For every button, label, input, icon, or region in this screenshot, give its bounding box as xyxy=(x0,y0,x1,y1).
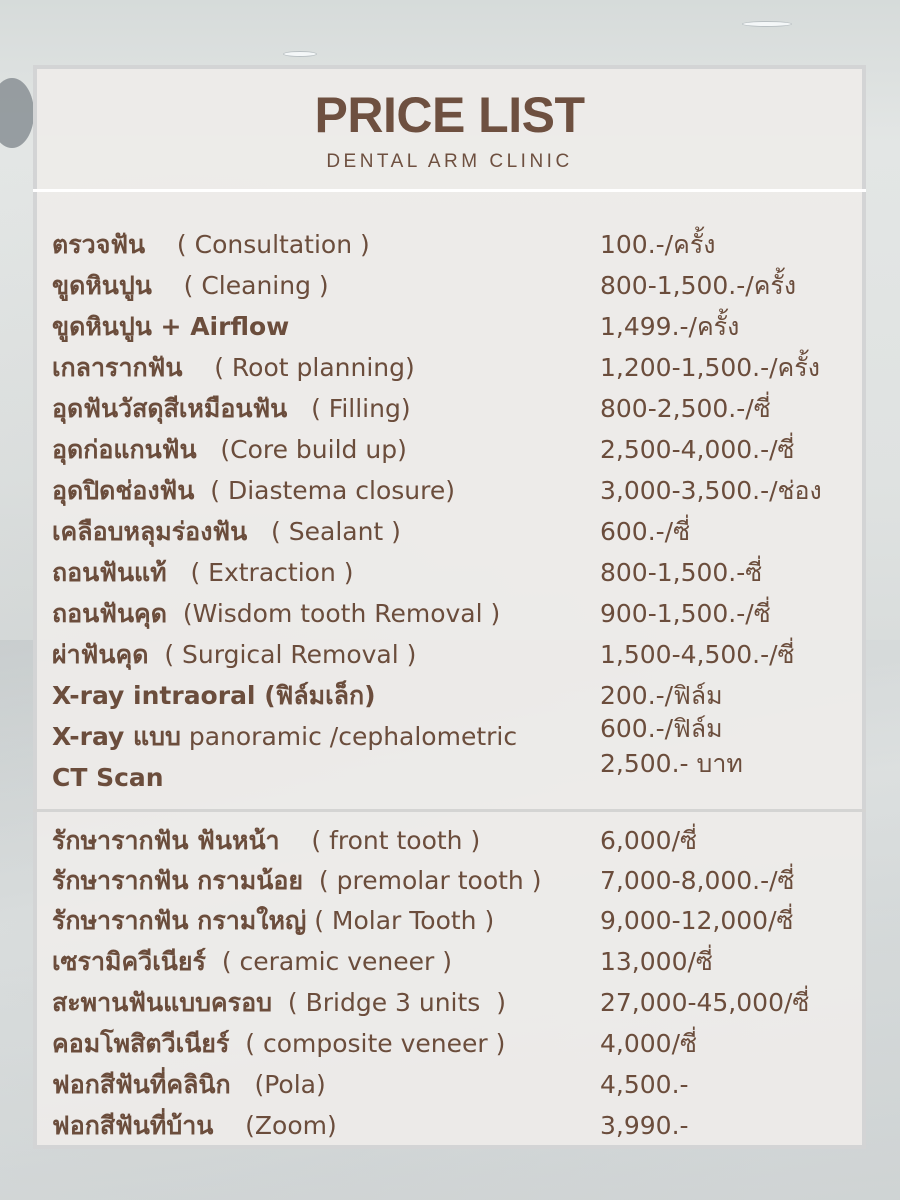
service-name-th: อุดก่อแกนฟัน xyxy=(52,435,197,464)
price-row xyxy=(52,594,862,634)
price-row xyxy=(52,1024,862,1064)
service-name-th: เซรามิควีเนียร์ xyxy=(52,947,206,976)
service-name-th: X-ray intraoral (ฟิล์มเล็ก) xyxy=(52,681,376,710)
service-name-en: ( premolar tooth ) xyxy=(303,866,542,895)
service-name-en: ( Root planning) xyxy=(182,353,415,382)
service-name-th: รักษารากฟัน ฟันหน้า xyxy=(52,826,280,855)
service-price: 1,200-1,500.-/ครั้ง xyxy=(600,353,820,382)
service-price: 4,500.- xyxy=(600,1070,689,1099)
service-name-en: ( Diastema closure) xyxy=(194,476,456,505)
service-price: 4,000/ซี่ xyxy=(600,1029,697,1058)
service-name-en: ( Sealant ) xyxy=(247,517,401,546)
service-price: 600.-/ซี่ xyxy=(600,517,691,546)
service-name-th: ผ่าฟันคุด xyxy=(52,640,149,669)
header xyxy=(37,69,862,190)
service-price: 3,990.- xyxy=(600,1111,689,1140)
price-row xyxy=(52,983,862,1023)
service-name-th: เคลือบหลุมร่องฟัน xyxy=(52,517,248,546)
service-price: 1,499.-/ครั้ง xyxy=(600,312,740,341)
service-price: 3,000-3,500.-/ช่อง xyxy=(600,476,822,505)
ceiling-light-decoration xyxy=(283,51,317,57)
price-row xyxy=(52,348,862,388)
service-price: 1,500-4,500.-/ซี่ xyxy=(600,640,795,669)
price-row xyxy=(52,1106,862,1146)
price-row xyxy=(52,266,862,306)
price-row xyxy=(52,225,862,265)
service-name-th: รักษารากฟัน กรามใหญ่ xyxy=(52,906,307,935)
clinic-name: DENTAL ARM CLINIC xyxy=(326,151,573,172)
price-row xyxy=(52,389,862,429)
service-price: 6,000/ซี่ xyxy=(600,826,697,855)
service-name-en: ( Consultation ) xyxy=(145,230,370,259)
service-name-en: ( Molar Tooth ) xyxy=(306,906,495,935)
service-name-en: (Zoom) xyxy=(213,1111,337,1140)
price-row xyxy=(52,1065,862,1105)
service-name-en: ( front tooth ) xyxy=(279,826,481,855)
wall-clock-decoration xyxy=(0,78,34,148)
price-row xyxy=(52,861,862,901)
price-row xyxy=(52,821,862,861)
service-name-en: panoramic /cephalometric xyxy=(180,722,518,751)
service-price: 27,000-45,000/ซี่ xyxy=(600,988,810,1017)
service-price: 2,500.- บาท xyxy=(600,749,743,778)
price-list-panel xyxy=(33,65,866,1149)
service-name-th: ถอนฟันแท้ xyxy=(52,558,167,587)
service-name-th: อุดฟันวัสดุสีเหมือนฟัน xyxy=(52,394,288,423)
service-price: 800-1,500.-ซี่ xyxy=(600,558,763,587)
service-name-en: ( Filling) xyxy=(287,394,411,423)
service-name-th: อุดปิดช่องฟัน xyxy=(52,476,195,505)
service-name-th: ขูดหินปูน xyxy=(52,271,152,300)
service-name-en: ( ceramic veneer ) xyxy=(205,947,453,976)
service-name-th: ขูดหินปูน + Airflow xyxy=(52,312,290,341)
service-name-en: ( composite veneer ) xyxy=(229,1029,506,1058)
service-name-th: รักษารากฟัน กรามน้อย xyxy=(52,866,304,895)
service-name-th: X-ray แบบ xyxy=(52,722,181,751)
price-row xyxy=(52,942,862,982)
service-price: 200.-/ฟิล์ม xyxy=(600,681,723,710)
service-name-th: ตรวจฟัน xyxy=(52,230,146,259)
header-divider xyxy=(33,189,866,192)
service-price: 100.-/ครั้ง xyxy=(600,230,716,259)
price-row xyxy=(52,635,862,675)
page-title: PRICE LIST xyxy=(314,87,585,143)
service-price: 800-1,500.-/ครั้ง xyxy=(600,271,797,300)
service-price: 13,000/ซี่ xyxy=(600,947,713,976)
service-name-th: คอมโพสิตวีเนียร์ xyxy=(52,1029,230,1058)
price-row xyxy=(52,307,862,347)
section-divider xyxy=(33,809,866,812)
service-name-en: (Core build up) xyxy=(196,435,407,464)
price-row xyxy=(52,512,862,552)
price-row xyxy=(52,553,862,593)
service-name-en: ( Cleaning ) xyxy=(151,271,329,300)
service-name-en: (Wisdom tooth Removal ) xyxy=(167,599,501,628)
service-name-th: ถอนฟันคุด xyxy=(52,599,167,628)
service-price: 800-2,500.-/ซี่ xyxy=(600,394,771,423)
service-name-en: (Pola) xyxy=(230,1070,326,1099)
service-name-th: ฟอกสีฟันที่คลินิก xyxy=(52,1070,231,1099)
price-row xyxy=(52,471,862,511)
service-price: 900-1,500.-/ซี่ xyxy=(600,599,771,628)
ceiling-light-decoration xyxy=(742,21,792,27)
service-name-th: เกลารากฟัน xyxy=(52,353,183,382)
service-name-th: ฟอกสีฟันที่บ้าน xyxy=(52,1111,214,1140)
service-name-th: สะพานฟันแบบครอบ xyxy=(52,988,272,1017)
service-price: 7,000-8,000.-/ซี่ xyxy=(600,866,795,895)
service-name-en: ( Surgical Removal ) xyxy=(148,640,417,669)
price-row xyxy=(52,901,862,941)
service-name-en: ( Bridge 3 units ) xyxy=(271,988,506,1017)
service-price: 9,000-12,000/ซี่ xyxy=(600,906,794,935)
service-name-en: ( Extraction ) xyxy=(166,558,354,587)
service-name-th: CT Scan xyxy=(52,763,164,792)
service-price: 2,500-4,000.-/ซี่ xyxy=(600,435,795,464)
price-row xyxy=(52,676,862,716)
service-price: 600.-/ฟิล์ม xyxy=(600,714,723,743)
price-row xyxy=(52,430,862,470)
price-row xyxy=(52,749,862,798)
